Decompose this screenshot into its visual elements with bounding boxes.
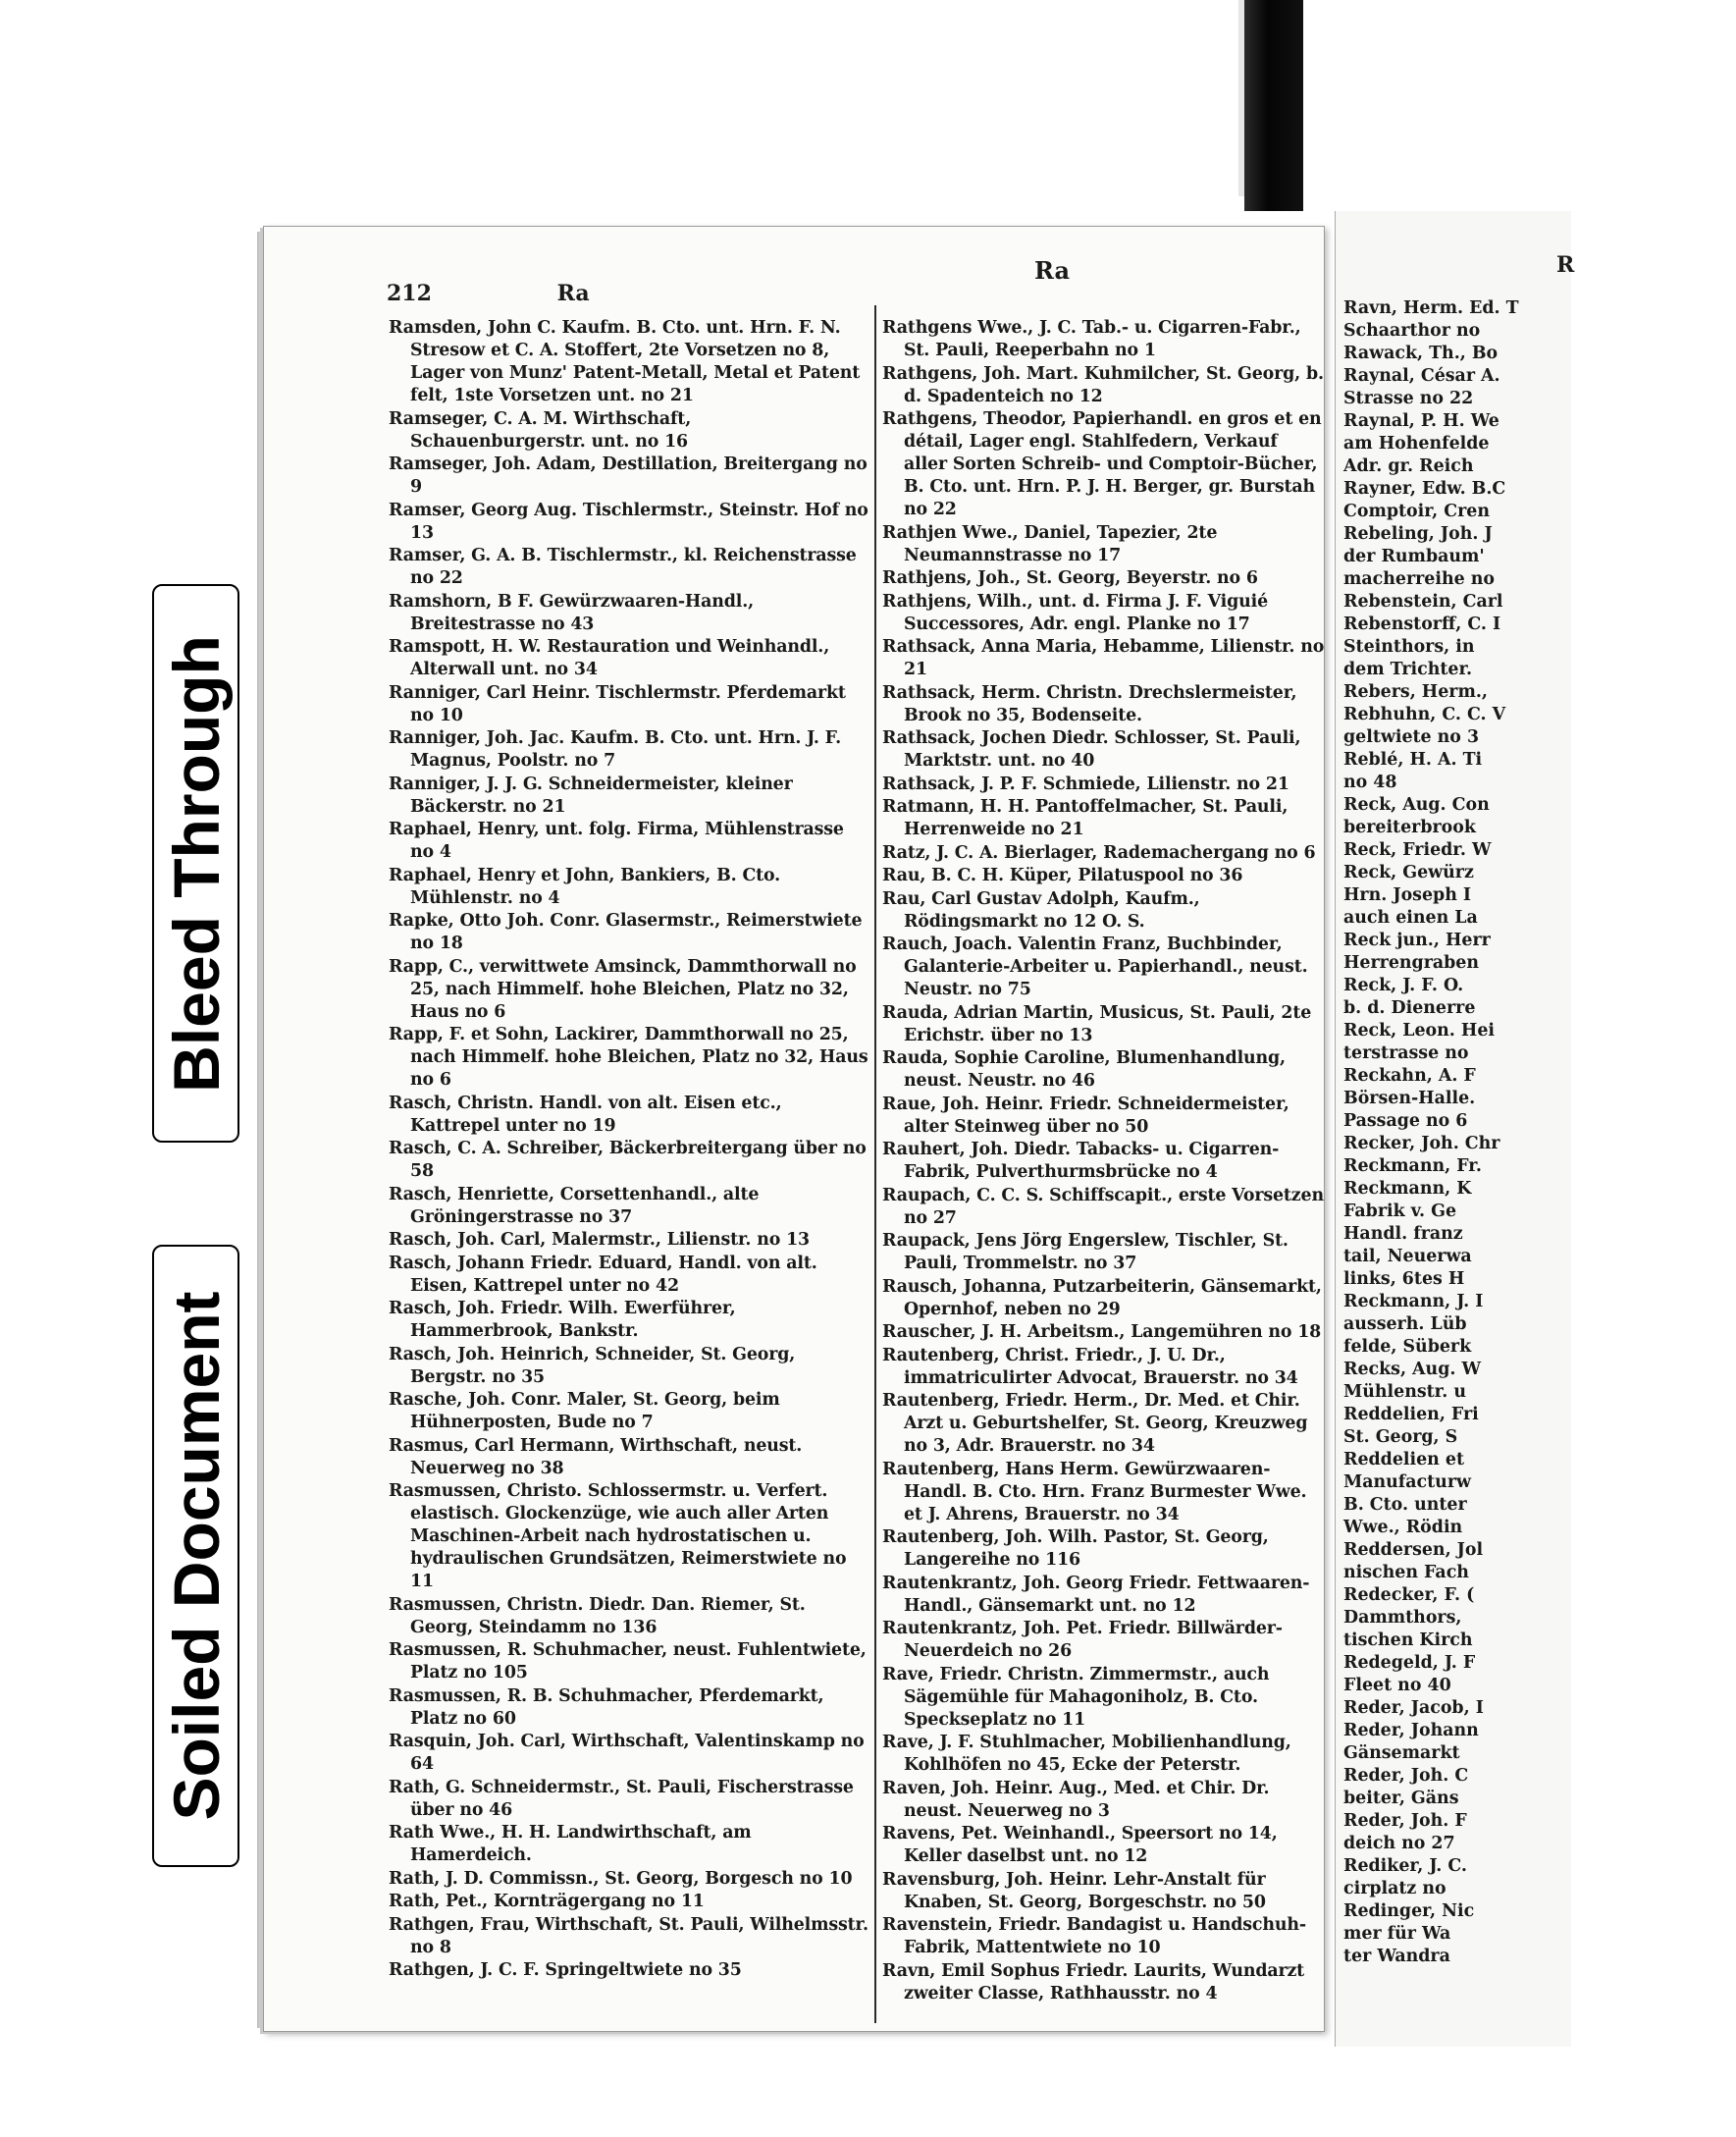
directory-entry: Rau, B. C. H. Küper, Pilatuspool no 36 — [882, 866, 1243, 885]
adjacent-entry-fragment: Hrn. Joseph I — [1343, 885, 1472, 905]
adjacent-page — [1335, 211, 1575, 2047]
adjacent-entry-fragment: Reckmann, J. I — [1343, 1292, 1484, 1311]
directory-entry: Raphael, Henry, unt. folg. Firma, Mühlenstrasse no 4 — [389, 820, 844, 862]
soiled-document-label: Soiled Document — [159, 1291, 233, 1821]
adjacent-entry-fragment: B. Cto. unter — [1343, 1495, 1467, 1515]
directory-entry: Ranniger, Carl Heinr. Tischlermstr. Pferdemarkt no 10 — [389, 682, 846, 725]
adjacent-entry-fragment: cirplatz no — [1343, 1879, 1447, 1898]
bleed-through-stamp — [152, 584, 239, 1143]
adjacent-entry-fragment: Redinger, Nic — [1343, 1901, 1475, 1921]
adjacent-entry-fragment: Reder, Johann — [1343, 1721, 1479, 1740]
directory-entry: Rauda, Adrian Martin, Musicus, St. Pauli, 2te Erichstr. über no 13 — [882, 1002, 1312, 1045]
directory-entry: Rasch, Joh. Heinrich, Schneider, St. Georg, Bergstr. no 35 — [389, 1344, 796, 1387]
adjacent-entry-fragment: Recks, Aug. W — [1343, 1360, 1481, 1379]
adjacent-entry-fragment: Ravn, Herm. Ed. T — [1343, 298, 1519, 318]
directory-entry: Rausch, Johanna, Putzarbeiterin, Gänsemarkt, Opernhof, neben no 29 — [882, 1276, 1322, 1319]
left-header-letters: Ra — [556, 281, 590, 306]
adjacent-entry-fragment: Fabrik v. Ge — [1343, 1202, 1457, 1221]
right-header-letters: Ra — [1034, 256, 1071, 285]
adjacent-entry-fragment: links, 6tes H — [1343, 1269, 1465, 1289]
adjacent-entry-fragment: Rebeling, Joh. J — [1343, 524, 1493, 544]
directory-entry: Rautenberg, Friedr. Herm., Dr. Med. et Chir. Arzt u. Geburtshelfer, St. Georg, Kreuzweg no 3, Adr. Brauerstr. no 34 — [882, 1391, 1308, 1456]
directory-page — [263, 226, 1325, 2032]
directory-entry: Rasmussen, R. Schuhmacher, neust. Fuhlentwiete, Platz no 105 — [389, 1640, 867, 1683]
adjacent-entry-fragment: Reder, Joh. F — [1343, 1811, 1467, 1831]
directory-entry: Rathgens, Joh. Mart. Kuhmilcher, St. Georg, b. d. Spadenteich no 12 — [882, 363, 1324, 406]
adjacent-entry-fragment: beiter, Gäns — [1343, 1789, 1459, 1808]
adjacent-entry-fragment: Redegeld, J. F — [1343, 1653, 1476, 1673]
bleed-through-label: Bleed Through — [159, 634, 233, 1093]
adjacent-entry-fragment: mer für Wa — [1343, 1924, 1451, 1944]
directory-entry: Rathjens, Wilh., unt. d. Firma J. F. Viguié Successores, Adr. engl. Planke no 17 — [882, 591, 1268, 634]
adjacent-entry-fragment: macherreihe no — [1343, 569, 1495, 589]
directory-entry: Rath, Pet., Kornträgergang no 11 — [389, 1892, 705, 1911]
directory-entry: Rasche, Joh. Conr. Maler, St. Georg, beim Hühnerposten, Bude no 7 — [389, 1390, 780, 1432]
column-divider — [874, 305, 876, 2023]
adjacent-entry-fragment: Manufacturw — [1343, 1472, 1471, 1492]
directory-entry: Rasmus, Carl Hermann, Wirthschaft, neust. Neuerweg no 38 — [389, 1435, 803, 1478]
adjacent-entry-fragment: Reddelien et — [1343, 1450, 1464, 1469]
directory-entry: Rasch, Joh. Carl, Malermstr., Lilienstr. no 13 — [389, 1230, 810, 1250]
adjacent-entry-fragment: Rawack, Th., Bo — [1343, 344, 1499, 363]
adjacent-entry-fragment: Wwe., Rödin — [1343, 1518, 1463, 1537]
directory-entry: Rautenkrantz, Joh. Pet. Friedr. Billwärder-Neuerdeich no 26 — [882, 1619, 1283, 1661]
directory-entry: Rapke, Otto Joh. Conr. Glasermstr., Reimerstwiete no 18 — [389, 911, 863, 953]
page-number: 212 — [387, 281, 432, 306]
adjacent-entry-fragment: auch einen La — [1343, 908, 1478, 928]
adjacent-page-header: R — [1556, 252, 1575, 278]
adjacent-entry-fragment: Passage no 6 — [1343, 1111, 1468, 1131]
adjacent-entry-fragment: Herrengraben — [1343, 953, 1479, 973]
adjacent-entry-fragment: Dammthors, — [1343, 1608, 1462, 1628]
directory-entry: Rauscher, J. H. Arbeitsm., Langemühren no 18 — [882, 1322, 1322, 1342]
adjacent-entry-fragment: Steinthors, in — [1343, 637, 1475, 657]
adjacent-entry-fragment: Comptoir, Cren — [1343, 502, 1490, 521]
directory-entry: Rathsack, Herm. Christn. Drechslermeister, Brook no 35, Bodenseite. — [882, 682, 1297, 725]
book-binding-strip — [1244, 0, 1303, 211]
directory-entry: Ramsden, John C. Kaufm. B. Cto. unt. Hrn. F. N. Stresow et C. A. Stoffert, 2te Vorsetzen no 8, Lager von Munz' Patent-Metall, Metal et Patent felt, 1ste Vorsetzen unt. no 21 — [389, 318, 861, 405]
directory-entry: Rauhert, Joh. Diedr. Tabacks- u. Cigarren-Fabrik, Pulverthurmsbrücke no 4 — [882, 1140, 1280, 1182]
directory-entry: Rasmussen, Christo. Schlossermstr. u. Verfert. elastisch. Glockenzüge, wie auch aller Arten Maschinen-Arbeit nach hydrostatischen u. hydraulischen Grundsätzen, Reimerstwiete no 11 — [389, 1481, 847, 1591]
adjacent-entry-fragment: Reck jun., Herr — [1343, 931, 1491, 950]
directory-entry: Rave, J. F. Stuhlmacher, Mobilienhandlung, Kohlhöfen no 45, Ecke der Peterstr. — [882, 1733, 1291, 1775]
directory-entry: Ramseger, Joh. Adam, Destillation, Breitergang no 9 — [389, 454, 868, 497]
directory-entry: Rathsack, Anna Maria, Hebamme, Lilienstr. no 21 — [882, 637, 1325, 679]
page-header-left — [387, 281, 590, 306]
directory-entry: Rath, J. D. Commissn., St. Georg, Borgesch no 10 — [389, 1868, 853, 1889]
adjacent-entry-fragment: Rebenstorff, C. I — [1343, 614, 1501, 634]
directory-entry: Rapp, C., verwittwete Amsinck, Dammthorwall no 25, nach Himmelf. hohe Bleichen, Platz no 32, Haus no 6 — [389, 956, 857, 1022]
directory-entry: Ramspott, H. W. Restauration und Weinhandl., Alterwall unt. no 34 — [389, 637, 830, 679]
adjacent-entry-fragment: Strasse no 22 — [1343, 389, 1474, 408]
adjacent-entry-fragment: Reck, Aug. Con — [1343, 795, 1490, 815]
adjacent-entry-fragment: bereiterbrook — [1343, 818, 1476, 837]
adjacent-entry-fragment: Reddersen, Jol — [1343, 1540, 1484, 1560]
adjacent-entry-fragment: Reck, J. F. O. — [1343, 976, 1464, 995]
directory-entry: Rathsack, J. P. F. Schmiede, Lilienstr. no 21 — [882, 774, 1289, 794]
adjacent-page-column — [1343, 297, 1736, 1968]
directory-entry: Raupack, Jens Jörg Engerslew, Tischler, St. Pauli, Trommelstr. no 37 — [882, 1231, 1289, 1273]
directory-entry: Ratz, J. C. A. Bierlager, Rademachergang no 6 — [882, 842, 1316, 863]
adjacent-entry-fragment: Reder, Joh. C — [1343, 1766, 1469, 1786]
adjacent-entry-fragment: ter Wandra — [1343, 1947, 1450, 1966]
directory-entry: Rasch, Henriette, Corsettenhandl., alte Gröningerstrasse no 37 — [389, 1184, 760, 1227]
directory-entry: Ramseger, C. A. M. Wirthschaft, Schauenburgerstr. unt. no 16 — [389, 408, 692, 452]
adjacent-entry-fragment: Recker, Joh. Chr — [1343, 1134, 1500, 1153]
adjacent-entry-fragment: b. d. Dienerre — [1343, 998, 1476, 1018]
directory-entry: Rathgens Wwe., J. C. Tab.- u. Cigarren-Fabr., St. Pauli, Reeperbahn no 1 — [882, 318, 1301, 360]
adjacent-entry-fragment: Reblé, H. A. Ti — [1343, 750, 1483, 770]
adjacent-entry-fragment: Gänsemarkt — [1343, 1743, 1460, 1763]
directory-entry: Rasquin, Joh. Carl, Wirthschaft, Valentinskamp no 64 — [389, 1732, 865, 1774]
adjacent-entry-fragment: Schaarthor no — [1343, 321, 1481, 341]
directory-entry: Rapp, F. et Sohn, Lackirer, Dammthorwall no 25, nach Himmelf. hohe Bleichen, Platz no 32, Haus no 6 — [389, 1025, 868, 1090]
directory-entry: Rasmussen, R. B. Schuhmacher, Pferdemarkt, Platz no 60 — [389, 1685, 824, 1729]
adjacent-entry-fragment: tischen Kirch — [1343, 1630, 1473, 1650]
directory-entry: Rasch, C. A. Schreiber, Bäckerbreitergang über no 58 — [389, 1139, 867, 1181]
directory-entry: Ravensburg, Joh. Heinr. Lehr-Anstalt für Knaben, St. Georg, Borgeschstr. no 50 — [882, 1869, 1266, 1912]
adjacent-entry-fragment: Fleet no 40 — [1343, 1676, 1451, 1695]
adjacent-entry-fragment: terstrasse no — [1343, 1043, 1469, 1063]
directory-entry: Rave, Friedr. Christn. Zimmermstr., auch Sägemühle für Mahagoniholz, B. Cto. Speckseplatz no 11 — [882, 1664, 1270, 1730]
adjacent-entry-fragment: Rebhuhn, C. C. V — [1343, 705, 1506, 724]
directory-entry: Rautenberg, Hans Herm. Gewürzwaaren-Handl. B. Cto. Hrn. Franz Burmester Wwe. et J. Ahrens, Brauerstr. no 34 — [882, 1459, 1307, 1524]
directory-entry: Ramshorn, B F. Gewürzwaaren-Handl., Breitestrasse no 43 — [389, 591, 755, 634]
directory-entry: Raupach, C. C. S. Schiffscapit., erste Vorsetzen no 27 — [882, 1185, 1324, 1228]
adjacent-entry-fragment: geltwiete no 3 — [1343, 727, 1480, 747]
directory-entry: Raphael, Henry et John, Bankiers, B. Cto. Mühlenstr. no 4 — [389, 865, 781, 908]
directory-entry: Raven, Joh. Heinr. Aug., Med. et Chir. Dr. neust. Neuerweg no 3 — [882, 1778, 1270, 1821]
adjacent-entry-fragment: Rediker, J. C. — [1343, 1856, 1467, 1876]
directory-entry: Rathjens, Joh., St. Georg, Beyerstr. no 6 — [882, 568, 1258, 588]
directory-entry: Rath Wwe., H. H. Landwirthschaft, am Hamerdeich. — [389, 1823, 752, 1865]
adjacent-entry-fragment: tail, Neuerwa — [1343, 1247, 1472, 1266]
directory-entry: Ravens, Pet. Weinhandl., Speersort no 14, Keller daselbst unt. no 12 — [882, 1824, 1278, 1866]
adjacent-entry-fragment: Raynal, César A. — [1343, 366, 1500, 386]
adjacent-entry-fragment: Rebers, Herm., — [1343, 682, 1488, 702]
adjacent-entry-fragment: felde, Süberk — [1343, 1337, 1472, 1357]
adjacent-entry-fragment: Rayner, Edw. B.C — [1343, 479, 1506, 499]
directory-entry: Rasch, Johann Friedr. Eduard, Handl. von alt. Eisen, Kattrepel unter no 42 — [389, 1253, 817, 1296]
adjacent-entry-fragment: no 48 — [1343, 773, 1397, 792]
adjacent-entry-fragment: nischen Fach — [1343, 1563, 1469, 1582]
directory-entry: Rasch, Joh. Friedr. Wilh. Ewerführer, Hammerbrook, Bankstr. — [389, 1299, 736, 1341]
directory-entry: Rauch, Joach. Valentin Franz, Buchbinder, Galanterie-Arbeiter u. Papierhandl., neust. Neustr. no 75 — [882, 935, 1308, 999]
directory-entry: Rautenkrantz, Joh. Georg Friedr. Fettwaaren-Handl., Gänsemarkt unt. no 12 — [882, 1573, 1310, 1616]
adjacent-entry-fragment: Reck, Gewürz — [1343, 863, 1474, 882]
adjacent-entry-fragment: Reckmann, K — [1343, 1179, 1472, 1199]
directory-entry: Ratmann, H. H. Pantoffelmacher, St. Pauli, Herrenweide no 21 — [882, 797, 1289, 839]
left-column — [389, 317, 871, 1983]
adjacent-entry-fragment: Reckmann, Fr. — [1343, 1156, 1482, 1176]
directory-entry: Rathgen, Frau, Wirthschaft, St. Pauli, Wilhelmsstr. no 8 — [389, 1914, 868, 1957]
directory-entry: Ranniger, Joh. Jac. Kaufm. B. Cto. unt. Hrn. J. F. Magnus, Poolstr. no 7 — [389, 728, 842, 771]
adjacent-entry-fragment: deich no 27 — [1343, 1834, 1455, 1853]
directory-entry: Ramser, Georg Aug. Tischlermstr., Steinstr. Hof no 13 — [389, 500, 868, 543]
directory-entry: Ravn, Emil Sophus Friedr. Laurits, Wundarzt zweiter Classe, Rathhausstr. no 4 — [882, 1960, 1305, 2003]
directory-entry: Rath, G. Schneidermstr., St. Pauli, Fischerstrasse über no 46 — [389, 1777, 854, 1820]
adjacent-entry-fragment: Rebenstein, Carl — [1343, 592, 1503, 612]
adjacent-entry-fragment: Reder, Jacob, I — [1343, 1698, 1484, 1718]
adjacent-entry-fragment: Reddelien, Fri — [1343, 1405, 1479, 1424]
adjacent-entry-fragment: Raynal, P. H. We — [1343, 411, 1499, 431]
adjacent-entry-fragment: Reckahn, A. F — [1343, 1066, 1476, 1086]
directory-entry: Rathsack, Jochen Diedr. Schlosser, St. Pauli, Marktstr. unt. no 40 — [882, 728, 1301, 771]
directory-entry: Ravenstein, Friedr. Bandagist u. Handschuh-Fabrik, Mattentwiete no 10 — [882, 1915, 1306, 1957]
directory-entry: Rautenberg, Christ. Friedr., J. U. Dr., immatriculirter Advocat, Brauerstr. no 34 — [882, 1345, 1298, 1388]
directory-entry: Rathgen, J. C. F. Springeltwiete no 35 — [389, 1960, 742, 1980]
adjacent-entry-fragment: am Hohenfelde — [1343, 434, 1490, 454]
adjacent-entry-fragment: Reck, Leon. Hei — [1343, 1021, 1496, 1041]
directory-entry: Rautenberg, Joh. Wilh. Pastor, St. Georg, Langereihe no 116 — [882, 1527, 1269, 1570]
directory-entry: Rauda, Sophie Caroline, Blumenhandlung, neust. Neustr. no 46 — [882, 1048, 1286, 1091]
directory-entry: Ramser, G. A. B. Tischlermstr., kl. Reichenstrasse no 22 — [389, 546, 857, 588]
directory-entry: Rasmussen, Christn. Diedr. Dan. Riemer, St. Georg, Steindamm no 136 — [389, 1594, 806, 1637]
adjacent-entry-fragment: Mühlenstr. u — [1343, 1382, 1466, 1402]
right-column — [882, 317, 1326, 2005]
adjacent-entry-fragment: ausserh. Lüb — [1343, 1314, 1467, 1334]
soiled-document-stamp — [152, 1245, 239, 1867]
directory-entry: Rau, Carl Gustav Adolph, Kaufm., Rödingsmarkt no 12 O. S. — [882, 888, 1200, 932]
directory-entry: Rasch, Christn. Handl. von alt. Eisen etc., Kattrepel unter no 19 — [389, 1093, 782, 1136]
adjacent-entry-fragment: St. Georg, S — [1343, 1427, 1458, 1447]
directory-entry: Rathjen Wwe., Daniel, Tapezier, 2te Neumannstrasse no 17 — [882, 522, 1218, 565]
directory-entry: Rathgens, Theodor, Papierhandl. en gros et en détail, Lager engl. Stahlfedern, Verkauf aller Sorten Schreib- und Comptoir-Bücher, B. Cto. unt. Hrn. P. J. H. Berger, gr. Burstah no 22 — [882, 409, 1322, 519]
adjacent-entry-fragment: Handl. franz — [1343, 1224, 1463, 1244]
adjacent-entry-fragment: der Rumbaum' — [1343, 547, 1485, 566]
adjacent-entry-fragment: dem Trichter. — [1343, 660, 1473, 679]
adjacent-entry-fragment: Redecker, F. ( — [1343, 1585, 1475, 1605]
directory-entry: Raue, Joh. Heinr. Friedr. Schneidermeister, alter Steinweg über no 50 — [882, 1094, 1289, 1137]
adjacent-entry-fragment: Börsen-Halle. — [1343, 1089, 1476, 1108]
directory-entry: Ranniger, J. J. G. Schneidermeister, kleiner Bäckerstr. no 21 — [389, 774, 793, 817]
adjacent-entry-fragment: Adr. gr. Reich — [1343, 456, 1474, 476]
adjacent-entry-fragment: Reck, Friedr. W — [1343, 840, 1492, 860]
